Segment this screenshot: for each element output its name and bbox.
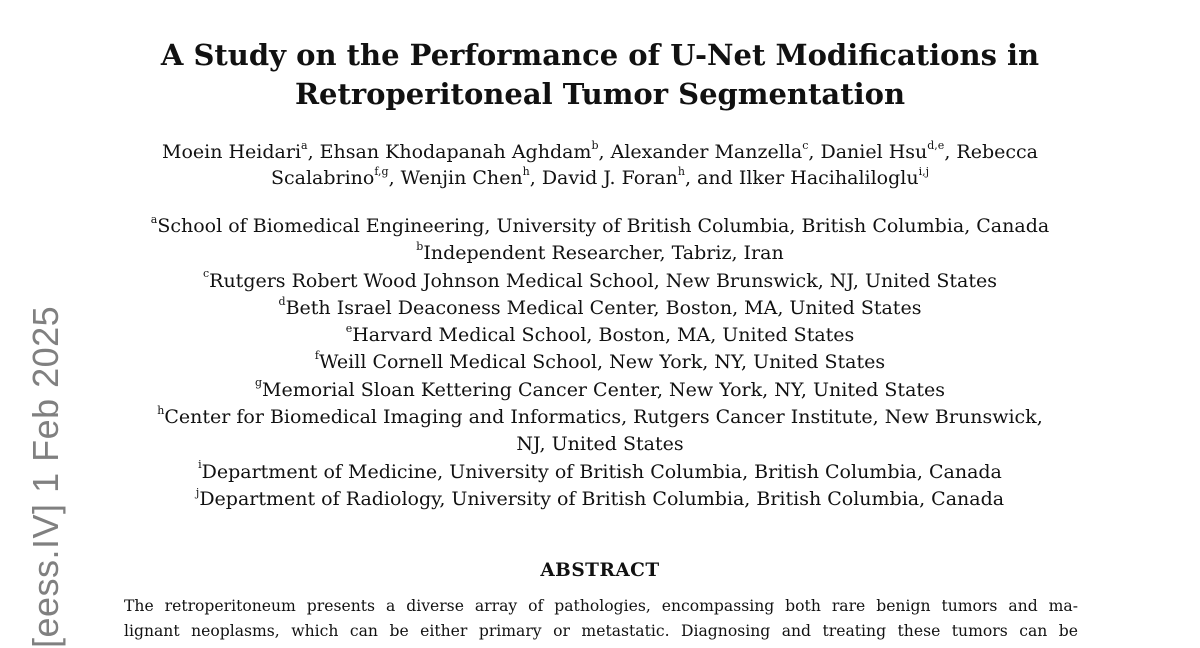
affiliation-item — [100, 268, 1100, 295]
affiliation-item — [100, 322, 1100, 349]
affiliation-text: Center for Biomedical Imaging and Informatics, Rutgers Cancer Institute, New Brunswick, — [164, 406, 1043, 429]
author-affil-mark: d,e — [927, 138, 945, 152]
affiliation-text: Memorial Sloan Kettering Cancer Center, New York, NY, United States — [262, 378, 946, 401]
affiliation-text: Beth Israel Deaconess Medical Center, Boston, MA, United States — [285, 296, 922, 319]
affiliation-item — [100, 377, 1100, 404]
author-conjunction: and — [697, 167, 733, 189]
affiliation-mark: f — [314, 349, 319, 363]
affiliation-text: School of Biomedical Engineering, University of British Columbia, British Columbia, Canada — [157, 215, 1050, 237]
affiliation-item — [100, 295, 1100, 322]
author-line-1: Moein Heidari$^a$, Ehsan Khodapanah Aghdam$^b$, Alexander Manzella$^c$, Daniel Hsu$^{d,e}$, Rebecca — [161, 138, 1038, 163]
author-name: Ilker Hacihaliloglu — [738, 167, 919, 189]
paper-title — [120, 36, 1080, 114]
affiliation-mark: j — [195, 485, 200, 499]
affiliation-item — [100, 349, 1100, 376]
author-name: David J. Foran — [541, 167, 678, 189]
author-name: Ehsan Khodapanah Aghdam — [319, 141, 592, 163]
author-name-part: Scalabrino — [270, 167, 375, 189]
author-affil-mark: h — [522, 164, 530, 178]
affiliation-text: Department of Medicine, University of British Columbia, British Columbia, Canada — [201, 460, 1002, 483]
affiliation-text: Harvard Medical School, Boston, MA, United States — [352, 324, 855, 347]
author-name: Alexander Manzella — [610, 141, 803, 163]
affiliation-mark: d — [278, 294, 286, 308]
author-affil-mark: f,g — [374, 164, 389, 178]
affiliation-mark: i — [198, 458, 202, 472]
abstract-line: lignant neoplasms, which can be either primary or metastatic. Diagnosing and treating these tumors can be — [124, 621, 1078, 640]
affiliation-text: Department of Radiology, University of British Columbia, British Columbia, Canada — [199, 487, 1005, 510]
affiliation-text-continued: NJ, United States — [516, 433, 684, 456]
affiliation-item — [100, 213, 1100, 240]
affiliation-item — [100, 240, 1100, 267]
author-name: Moein Heidari — [161, 141, 302, 163]
affiliation-list — [100, 213, 1100, 513]
affiliation-text: Independent Researcher, Tabriz, Iran — [423, 242, 784, 265]
abstract-heading: ABSTRACT — [540, 560, 660, 581]
author-affil-mark: c — [802, 138, 809, 152]
affiliation-mark: e — [345, 321, 353, 335]
affiliation-item — [100, 459, 1100, 486]
affiliation-item — [100, 404, 1100, 459]
affiliation-item — [100, 486, 1100, 513]
arxiv-side-stamp: [eess.IV] 1 Feb 2025 — [25, 305, 66, 648]
author-affil-mark: h — [677, 164, 685, 178]
author-list — [120, 139, 1080, 191]
affiliation-text: Weill Cornell Medical School, New York, NY, United States — [318, 351, 886, 374]
title-line-2: Retroperitoneal Tumor Segmentation — [294, 77, 906, 111]
author-affil-mark: i,j — [918, 164, 930, 178]
author-affil-mark: b — [591, 138, 599, 152]
abstract-body — [124, 594, 1078, 643]
affiliation-mark: c — [202, 267, 210, 281]
author-name-part: Rebecca — [956, 141, 1038, 163]
affiliation-mark: h — [157, 403, 165, 417]
abstract-line: The retroperitoneum presents a diverse array of pathologies, encompassing both rare benign tumors and ma- — [124, 597, 1078, 615]
author-name: Wenjin Chen — [400, 167, 523, 189]
affiliation-mark: b — [416, 239, 424, 253]
affiliation-text: Rutgers Robert Wood Johnson Medical School, New Brunswick, NJ, United States — [209, 269, 998, 292]
affiliation-mark: a — [150, 212, 158, 226]
title-line-1: A Study on the Performance of U-Net Modifications in — [160, 38, 1040, 72]
author-line-2: Scalabrino$^{f,g}$, Wenjin Chen$^h$, David J. Foran$^h$, and Ilker Hacihaliloglu$^{i,j}$ — [270, 164, 930, 189]
author-affil-mark: a — [301, 138, 308, 152]
author-name: Daniel Hsu — [820, 141, 928, 163]
affiliation-mark: g — [254, 376, 263, 390]
